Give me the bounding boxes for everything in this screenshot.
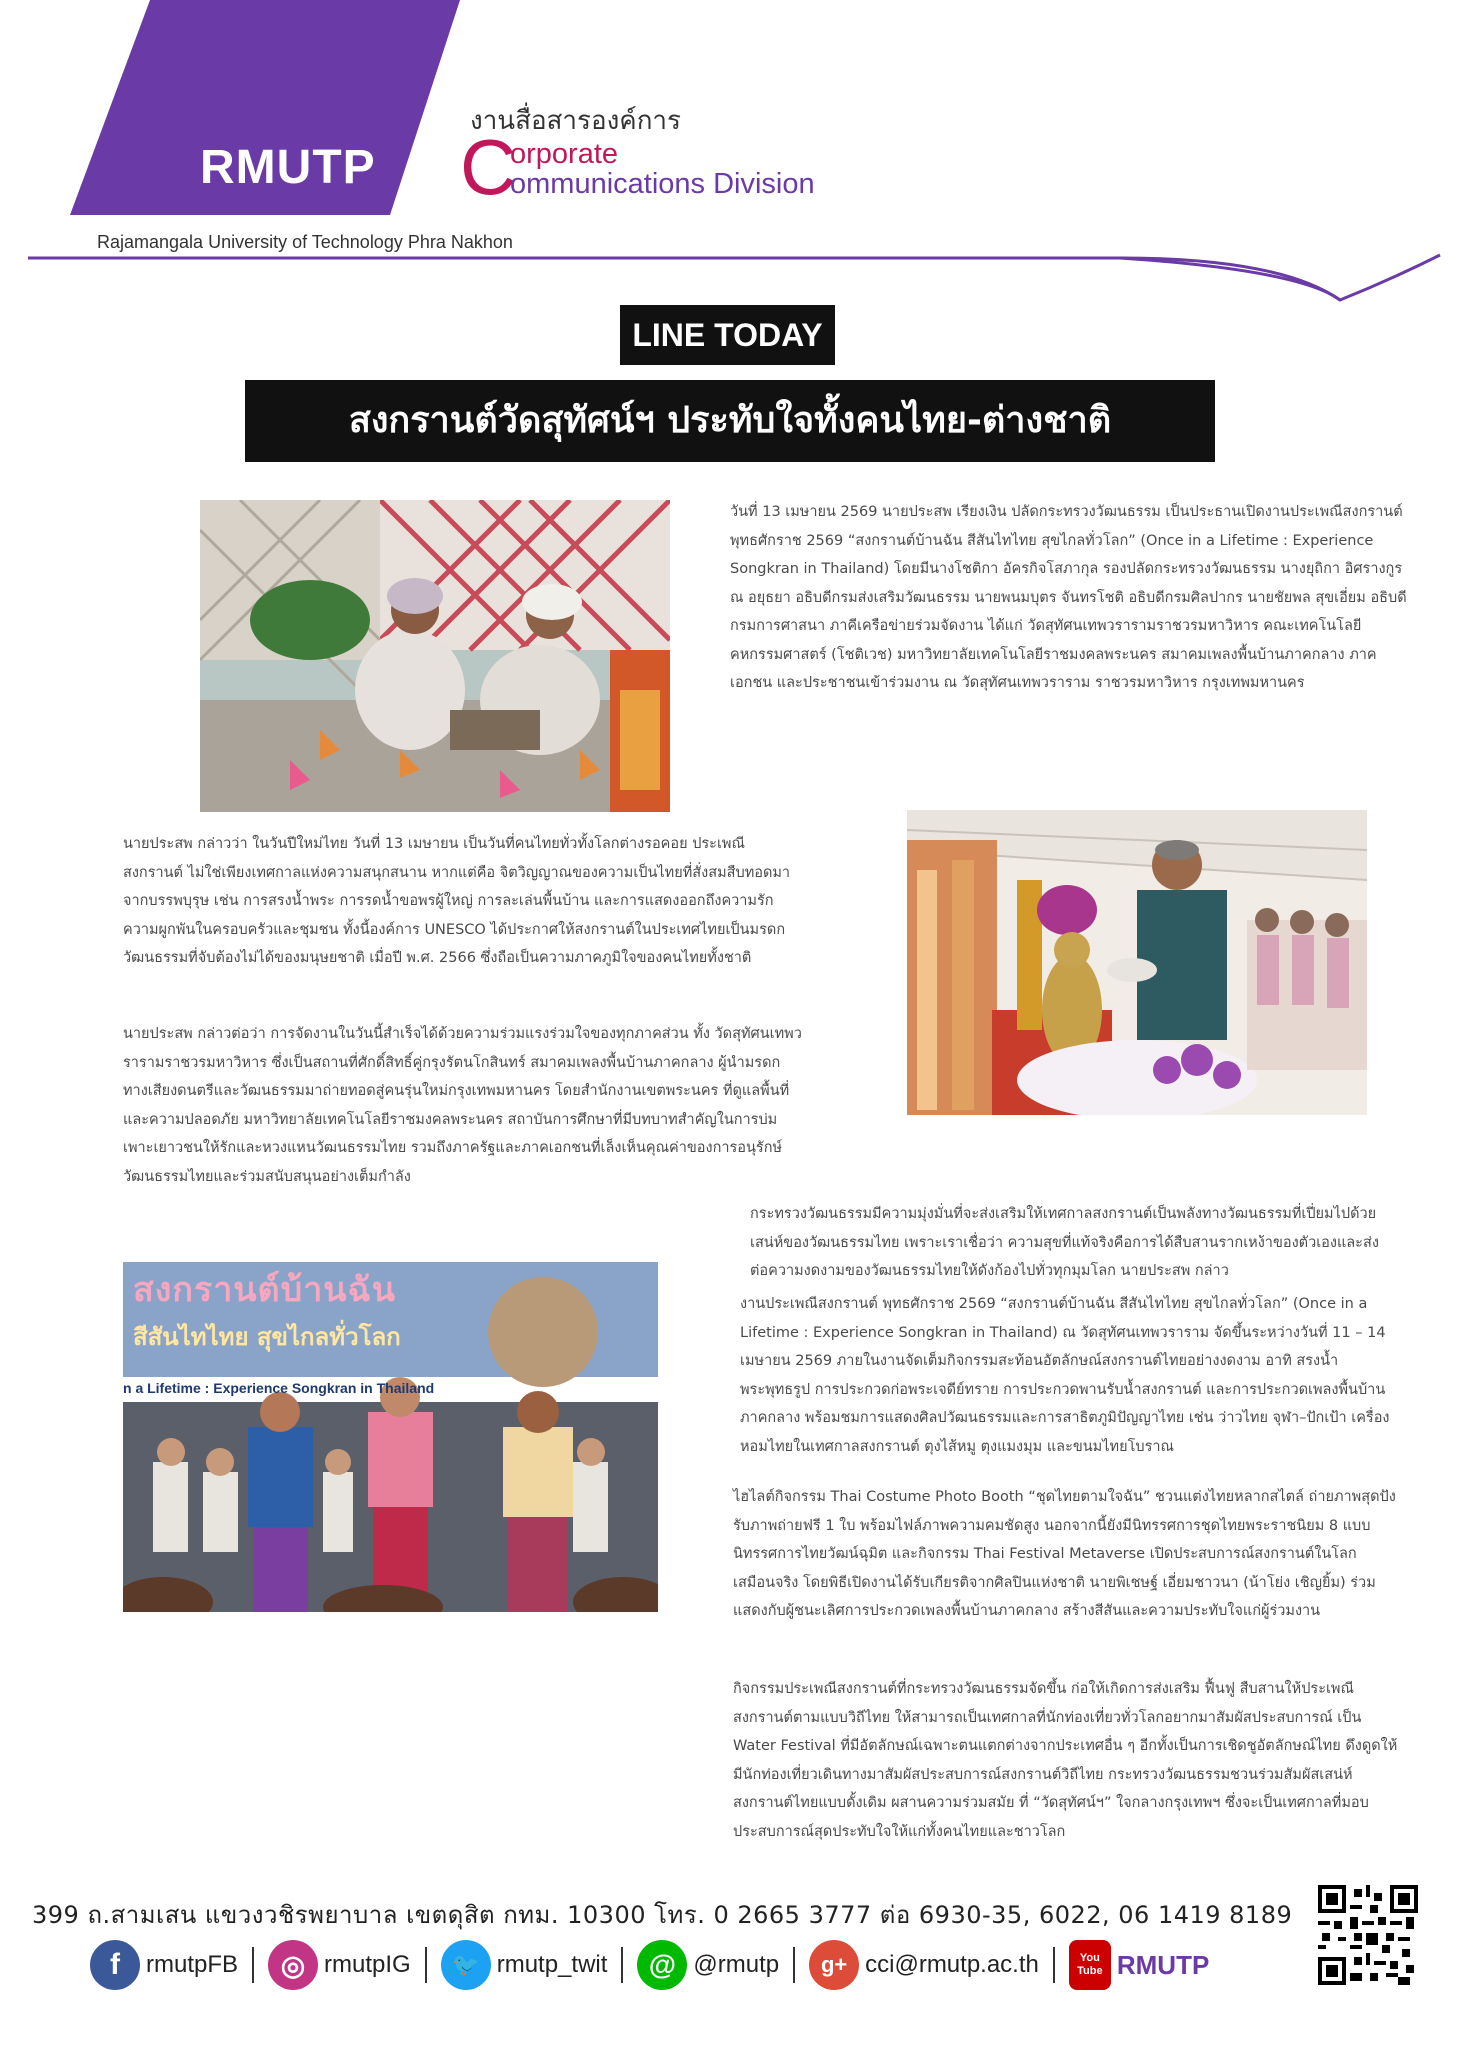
paragraph-2: นายประสพ กล่าวว่า ในวันปีใหม่ไทย วันที่ 13 เมษายน เป็นวันที่คนไทยทั่วทั้งโลกต่างรอคอย ประเพณีสงกรานต์ ไม่ใช่เพียงเทศกาลแห่งความสนุกสนาน หากแต่คือ จิตวิญญาณของความเป็นไทยที่สั่งสมสืบทอดมาจากบรรพบุรุษ เช่น การสรงน้ำพระ การรดน้ำขอพรผู้ใหญ่ การละเล่นพื้นบ้าน และการแสดงออกถึงความรักความผูกพันในครอบครัวและชุมชน ทั้งนี้องค์การ UNESCO ได้ประกาศให้สงกรานต์ในประเทศไทยเป็นมรดกวัฒนธรรมที่จับต้องไม่ได้ของมนุษยชาติ เมื่อปี พ.ศ. 2566 ซึ่งถือเป็นความภาคภูมิใจของคนไทยทั้งชาติ: [123, 836, 791, 966]
social-instagram[interactable]: [268, 1940, 411, 1990]
social-separator: [252, 1947, 254, 1983]
social-twitter[interactable]: [441, 1940, 608, 1990]
facebook-label: rmutpFB: [146, 1951, 239, 1978]
stage-banner-english: n a Lifetime : Experience Songkran in Thailand: [123, 1380, 435, 1396]
paragraph-1: วันที่ 13 เมษายน 2569 นายประสพ เรียงเงิน ปลัดกระทรวงวัฒนธรรม เป็นประธานเปิดงานประเพณีสงกรานต์ พุทธศักราช 2569 “สงกรานต์บ้านฉัน สีสันไทไทย สุขไกลทั่วโลก” (Once in a Lifetime : Experience Songkran in Thailand) โดยมีนางโชติกา อัครกิจโสภากุล รองปลัดกระทรวงวัฒนธรรม นางยุถิกา อิศรางกูร ณ อยุธยา อธิบดีกรมส่งเสริมวัฒนธรรม นายพนมบุตร จันทรโชติ อธิบดีกรมศิลปากร นายชัยพล สุขเอี่ยม อธิบดีกรมการศาสนา ภาคีเครือข่ายร่วมจัดงาน ได้แก่ วัดสุทัศนเทพวรารามราชวรมหาวิหาร คณะเทคโนโลยีคหกรรมศาสตร์ (โชติเวช) มหาวิทยาลัยเทคโนโลยีราชมงคลพระนคร สมาคมเพลงพื้นบ้านภาคกลาง ภาคเอกชน และประชาชนเข้าร่วมงาน ณ วัดสุทัศนเทพวราราม ราชวรมหาวิหาร กรุงเทพมหานคร: [730, 504, 1407, 691]
youtube-icon: You Tube: [1069, 1940, 1111, 1990]
paragraph-7: กิจกรรมประเพณีสงกรานต์ที่กระทรวงวัฒนธรรมจัดขึ้น ก่อให้เกิดการส่งเสริม ฟื้นฟู สืบสานให้ประเพณีสงกรานต์ตามแบบวิถีไทย ให้สามารถเป็นเทศกาลที่นักท่องเที่ยวทั่วโลกอยากมาสัมผัสประสบการณ์ เป็น Water Festival ที่มีอัตลักษณ์เฉพาะตนแตกต่างจากประเทศอื่น ๆ อีกทั้งเป็นการเชิดชูอัตลักษณ์ไทย ดึงดูดให้มีนักท่องเที่ยวเดินทางมาสัมผัสประสบการณ์สงกรานต์วิถีไทย กระทรวงวัฒนธรรมชวนร่วมสัมผัสเสน่ห์สงกรานต์ไทยแบบดั้งเดิม ผสานความร่วมสมัย ที่ “วัดสุทัศน์ฯ” ใจกลางกรุงเทพฯ ซึ่งจะเป็นเทศกาลที่มอบประสบการณ์สุดประทับใจให้แก่ทั้งคนไทยและชาวโลก: [733, 1681, 1398, 1840]
social-separator: [1053, 1947, 1055, 1983]
youtube-label: RMUTP: [1116, 1949, 1210, 1980]
paragraph-5: งานประเพณีสงกรานต์ พุทธศักราช 2569 “สงกรานต์บ้านฉัน สีสันไทไทย สุขไกลทั่วโลก” (Once in a Lifetime : Experience Songkran in Thailand) ณ วัดสุทัศนเทพวราราม จัดขึ้นระหว่างวันที่ 11 – 14 เมษายน 2569 ภายในงานจัดเต็มกิจกรรมสะท้อนอัตลักษณ์สงกรานต์ไทยอย่างงดงาม อาทิ สรงน้ำพระพุทธรูป การประกวดก่อพระเจดีย์ทราย การประกวดพานรับน้ำสงกรานต์ และการประกวดเพลงพื้นบ้านภาคกลาง พร้อมชมการแสดงศิลปวัฒนธรรมและการสาธิตภูมิปัญญาไทย เช่น ว่าวไทย จุฬา–ปักเป้า เครื่องหอมไทยในเทศกาลสงกรานต์ ตุงไส้หมู ตุงแมงมุม และขนมไทยโบราณ: [740, 1296, 1390, 1455]
instagram-icon: ◎: [268, 1940, 318, 1990]
university-name: Rajamangala University of Technology Phra Nakhon: [97, 232, 513, 252]
instagram-label: rmutpIG: [324, 1951, 411, 1978]
google-plus-icon: g+: [809, 1940, 859, 1990]
stage-banner-line1: สงกรานต์บ้านฉัน: [133, 1270, 396, 1310]
footer-address: 399 ถ.สามเสน แขวงวชิรพยาบาล เขตดุสิต กทม. 10300 โทร. 0 2665 3777 ต่อ 6930-35, 6022, 06 1419 8189: [32, 1901, 1293, 1929]
rmutp-logo-text: RMUTP: [200, 141, 376, 194]
department-name-line1: orporate: [510, 138, 619, 170]
photo-stage-performance: [123, 1262, 658, 1612]
social-facebook[interactable]: [90, 1940, 238, 1990]
line-label: @rmutp: [693, 1951, 780, 1978]
google-plus-label: cci@rmutp.ac.th: [865, 1951, 1039, 1978]
source-badge: LINE TODAY: [620, 305, 835, 365]
paragraph-6: ไฮไลต์กิจกรรม Thai Costume Photo Booth “ชุดไทยตามใจฉัน” ชวนแต่งไทยหลากสไตล์ ถ่ายภาพสุดปัง รับภาพถ่ายฟรี 1 ใบ พร้อมไฟล์ภาพความคมชัดสูง นอกจากนี้ยังมีนิทรรศการชุดไทยพระราชนิยม 8 แบบ นิทรรศการไทยวัฒน์ฉุมิต และกิจกรรม Thai Festival Metaverse เปิดประสบการณ์สงกรานต์ในโลกเสมือนจริง โดยพิธีเปิดงานได้รับเกียรติจากศิลปินแห่งชาติ นายพิเชษฐ์ เอี่ยมชาวนา (น้าโย่ง เชิญยิ้ม) ร่วมแสดงกับผู้ชนะเลิศการประกวดเพลงพื้นบ้านภาคกลาง สร้างสีสันและความประทับใจแก่ผู้ร่วมงาน: [733, 1489, 1396, 1619]
line-icon: @: [637, 1940, 687, 1990]
twitter-icon: 🐦: [441, 1940, 491, 1990]
social-separator: [793, 1947, 795, 1983]
paragraph-3: นายประสพ กล่าวต่อว่า การจัดงานในวันนี้สำเร็จได้ด้วยความร่วมแรงร่วมใจของทุกภาคส่วน ทั้ง วัดสุทัศนเทพวรารามราชวรมหาวิหาร ซึ่งเป็นสถานที่ศักดิ์สิทธิ์คู่กรุงรัตนโกสินทร์ สมาคมเพลงพื้นบ้านภาคกลาง ผู้นำมรดกทางเสียงดนตรีและวัฒนธรรมมาถ่ายทอดสู่คนรุ่นใหม่กรุงเทพมหานคร โดยสำนักงานเขตพระนคร ที่ดูแลพื้นที่และความปลอดภัย มหาวิทยาลัยเทคโนโลยีราชมงคลพระนคร สถาบันการศึกษาที่มีบทบาทสำคัญในการบ่มเพาะเยาวชนให้รักและหวงแหนวัฒนธรรมไทย รวมถึงภาครัฐและภาคเอกชนที่เล็งเห็นคุณค่าของการอนุรักษ์วัฒนธรรมไทยและร่วมสนับสนุนอย่างเต็มกำลัง: [123, 1026, 802, 1185]
social-separator: [621, 1947, 623, 1983]
qr-code-icon[interactable]: [1318, 1885, 1418, 1985]
department-thai-name: งานสื่อสารองค์การ: [470, 106, 681, 136]
twitter-label: rmutp_twit: [496, 1951, 608, 1978]
photo-sand-pagoda: [200, 500, 670, 812]
facebook-icon: f: [90, 1940, 140, 1990]
social-line[interactable]: [637, 1940, 779, 1990]
photo-bathing-buddha: [907, 810, 1367, 1115]
paragraph-4: กระทรวงวัฒนธรรมมีความมุ่งมั่นที่จะส่งเสริมให้เทศกาลสงกรานต์เป็นพลังทางวัฒนธรรมที่เปี่ยมไปด้วยเสน่ห์ของวัฒนธรรมไทย เพราะเราเชื่อว่า ความสุขที่แท้จริงคือการได้สืบสานรากเหง้าของตัวเองและส่งต่อความงดงามของวัฒนธรรมไทยให้ดังก้องไปทั่วทุกมุมโลก นายประสพ กล่าว: [750, 1206, 1379, 1279]
department-logo-c: C: [460, 123, 517, 211]
social-google-plus[interactable]: [809, 1940, 1039, 1990]
headline: สงกรานต์วัดสุทัศน์ฯ ประทับใจทั้งคนไทย-ต่างชาติ: [245, 380, 1215, 462]
social-links-row: [90, 1935, 1209, 1995]
social-separator: [425, 1947, 427, 1983]
social-youtube[interactable]: [1069, 1940, 1209, 1990]
stage-banner-line2: สีสันไทไทย สุขไกลทั่วโลก: [133, 1323, 401, 1351]
department-name-line2: ommunications Division: [510, 168, 815, 200]
